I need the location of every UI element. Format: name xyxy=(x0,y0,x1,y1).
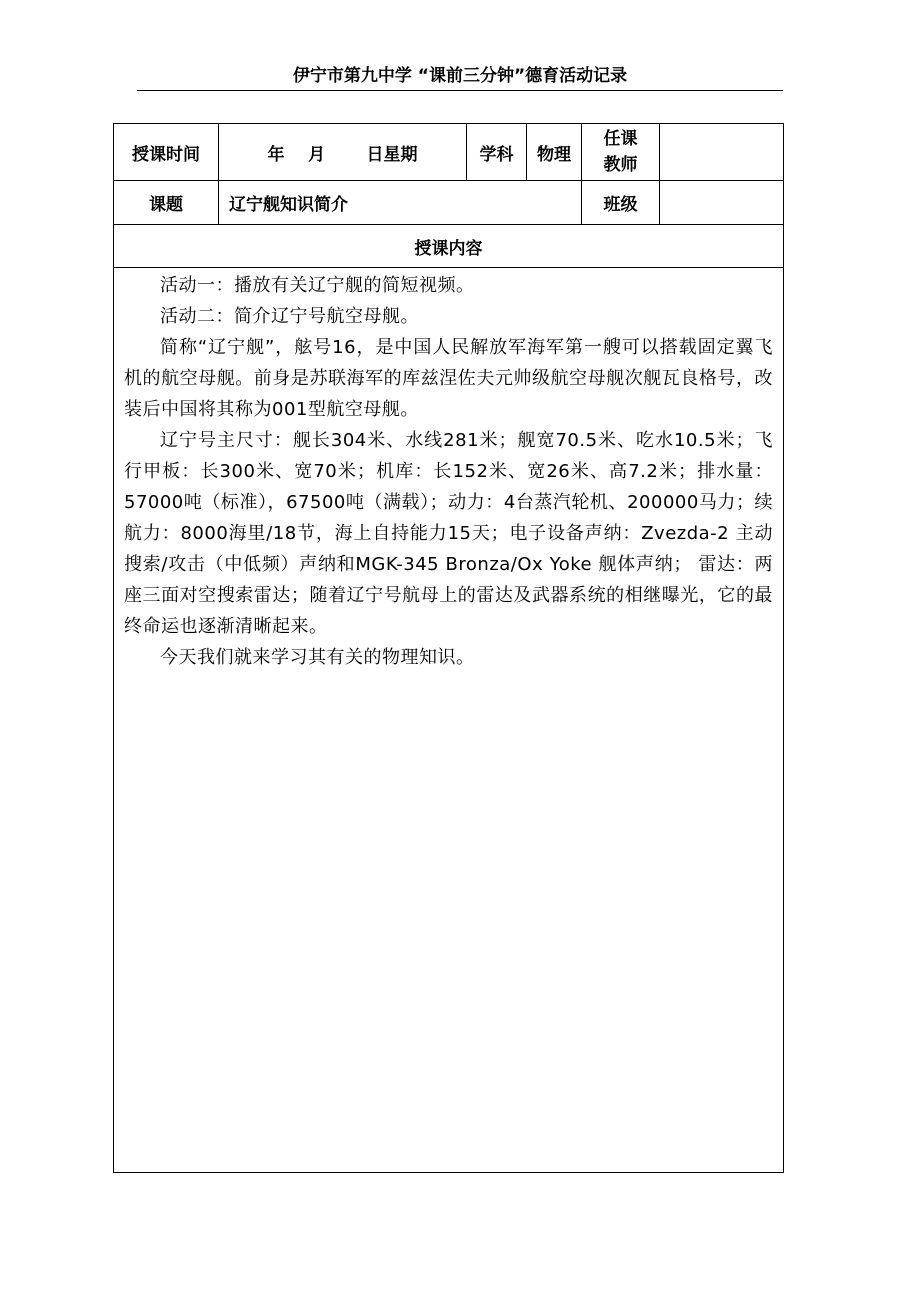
teacher-label-line1: 任课 xyxy=(603,129,638,149)
teacher-value xyxy=(660,124,784,181)
paragraph: 活动二：简介辽宁号航空母舰。 xyxy=(160,306,419,327)
activity-record-table xyxy=(113,123,784,1173)
topic-label: 课题 xyxy=(114,181,219,225)
paragraph: 辽宁号主尺寸：舰长304米、水线281米；舰宽70.5米、吃水10.5米；飞行甲板：长300米、宽70米；机库：长152米、宽26米、高7.2米；排水量：57000吨（标准），67500吨（满载）；动力：4台蒸汽轮机、200000马力；续航力：8000海里/18节，海上自持能力15天；电子设备声纳：Zvezda-2 主动搜索/攻击（中低频）声纳和MGK-345 Bronza/Ox Yoke 舰体声纳； 雷达：两座三面对空搜索雷达；随着辽宁号航母上的雷达及武器系统的相继曝光，它的最终命运也逐渐清晰起来。 xyxy=(124,430,773,637)
topic-value: 辽宁舰知识简介 xyxy=(219,181,582,225)
time-label: 授课时间 xyxy=(114,124,219,181)
class-value xyxy=(660,181,784,225)
date-field: 年 月 日星期 xyxy=(219,124,467,181)
paragraph: 活动一：播放有关辽宁舰的简短视频。 xyxy=(160,275,475,296)
teacher-label-line2: 教师 xyxy=(603,155,638,175)
content-body xyxy=(114,268,784,1173)
content-header: 授课内容 xyxy=(114,225,784,268)
paragraph: 今天我们就来学习其有关的物理知识。 xyxy=(160,647,475,668)
subject-label: 学科 xyxy=(467,124,527,181)
page-title: 伊宁市第九中学 “课前三分钟”德育活动记录 xyxy=(137,62,783,91)
subject-value: 物理 xyxy=(527,124,582,181)
paragraph: 简称“辽宁舰”，舷号16，是中国人民解放军海军第一艘可以搭载固定翼飞机的航空母舰。前身是苏联海军的库兹涅佐夫元帅级航空母舰次舰瓦良格号，改装后中国将其称为001型航空母舰。 xyxy=(124,337,773,420)
teacher-label xyxy=(582,124,660,181)
class-label: 班级 xyxy=(582,181,660,225)
content-text xyxy=(124,268,773,673)
